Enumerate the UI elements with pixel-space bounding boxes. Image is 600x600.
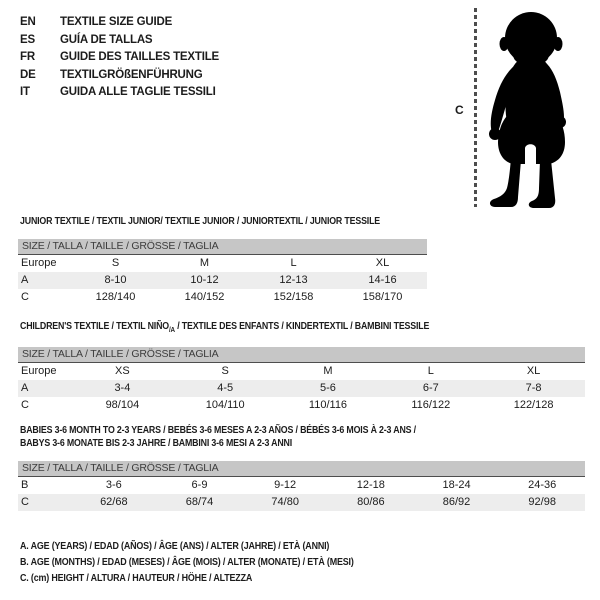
baby-silhouette-icon [487,8,584,208]
table-row [18,272,427,289]
cell-value: 6-9 [191,479,208,491]
footnotes [20,538,413,586]
table-title-text: / TEXTILE DES ENFANTS / KINDERTEXTIL / BAMBINI TESSILE [174,320,430,332]
size-table-junior [18,215,427,306]
cell-value: 12-18 [356,479,385,491]
table-row [18,380,585,397]
row-label: C [21,291,29,303]
cell-value: 6-7 [422,382,439,395]
size-header-bar: SIZE / TALLA / TAILLE / GRÖSSE / TAGLIA [18,239,427,255]
cell-value: 4-5 [217,382,234,395]
table-row [18,289,427,306]
cell-value: 122/128 [513,399,554,412]
cell-value: 86/92 [442,496,471,508]
cell-value: 3-6 [105,479,122,491]
cell-value: 140/152 [184,291,225,303]
language-code: FR [20,51,35,63]
cell-value: 14-16 [368,274,397,286]
language-code: DE [20,68,36,81]
language-code: ES [20,33,35,46]
language-code: EN [20,16,36,28]
language-title: TEXTILE SIZE GUIDE [60,16,173,28]
row-label: Europe [21,257,57,269]
row-label: A [21,274,29,286]
table-row [18,363,585,380]
table-row [18,494,585,511]
cell-value: S [221,365,229,378]
cell-value: 110/116 [308,399,348,412]
cell-value: 24-36 [528,479,557,491]
cell-value: 10-12 [190,274,219,286]
table-rows [18,363,585,414]
language-row [20,84,219,102]
table-title [20,424,495,450]
table-title-text: BABYS 3-6 MONATE BIS 2-3 JAHRE / BAMBINI 3-6 MESI A 2-3 ANNI [20,437,293,449]
cell-value: L [290,257,297,269]
height-measure-line [474,8,477,207]
size-header-bar: SIZE / TALLA / TAILLE / GRÖSSE / TAGLIA [18,461,585,477]
cell-value: 62/68 [100,496,128,508]
language-title: GUÍA DE TALLAS [60,33,153,46]
language-title: GUIDE DES TAILLES TEXTILE [60,51,219,63]
cell-value: 152/158 [273,291,314,303]
cell-value: XS [115,365,130,378]
cell-value: 74/80 [271,496,299,508]
cell-value: 9-12 [274,479,297,491]
table-rows [18,477,585,511]
table-row [18,255,427,272]
size-table-children [18,320,585,414]
language-row [20,32,219,50]
cell-value: XL [375,257,390,269]
footnote: A. AGE (YEARS) / EDAD (AÑOS) / ÂGE (ANS) / ALTER (JAHRE) / ETÀ (ANNI) [20,540,330,552]
cell-value: 128/140 [95,291,136,303]
table-title [20,215,381,228]
height-measure-label: C [455,103,464,117]
table-row [18,477,585,494]
row-label: C [21,399,29,412]
language-row [20,49,219,67]
language-row [20,14,219,32]
cell-value: 104/110 [205,399,245,412]
cell-value: 8-10 [104,274,127,286]
cell-value: 68/74 [185,496,214,508]
language-title: TEXTILGRÖßENFÜHRUNG [60,68,203,81]
cell-value: M [199,257,210,269]
cell-value: 158/170 [362,291,403,303]
cell-value: 92/98 [528,496,556,508]
size-header-bar: SIZE / TALLA / TAILLE / GRÖSSE / TAGLIA [18,347,585,363]
cell-value: M [323,365,333,378]
cell-value: L [427,365,434,378]
language-row [20,67,219,85]
footnote: B. AGE (MONTHS) / EDAD (MESES) / ÂGE (MOIS) / ALTER (MONATE) / ETÀ (MESI) [20,556,354,568]
cell-value: 3-4 [114,382,131,395]
size-table-babies [18,424,585,511]
cell-value: S [111,257,120,269]
cell-value: 80/86 [357,496,385,508]
row-label: Europe [21,365,57,378]
table-row [18,397,585,414]
cell-value: 116/122 [411,399,451,412]
cell-value: 12-13 [279,274,308,286]
row-label: A [21,382,29,395]
row-label: C [21,496,29,508]
language-title: GUIDA ALLE TAGLIE TESSILI [60,86,216,98]
cell-value: 7-8 [525,382,542,395]
table-title-text: BABIES 3-6 MONTH TO 2-3 YEARS / BEBÉS 3-6 MESES A 2-3 AÑOS / BÉBÉS 3-6 MOIS À 2-3 ANS / [20,424,416,436]
language-code: IT [20,86,30,98]
cell-value: 98/104 [105,399,140,412]
footnote: C. (cm) HEIGHT / ALTURA / HAUTEUR / HÖHE / ALTEZZA [20,572,253,584]
table-rows [18,255,427,306]
cell-value: 18-24 [442,479,471,491]
table-title [20,320,495,336]
table-title-text: JUNIOR TEXTILE / TEXTIL JUNIOR/ TEXTILE JUNIOR / JUNIORTEXTIL / JUNIOR TESSILE [20,215,381,227]
row-label: B [21,479,29,491]
cell-value: 5-6 [320,382,336,395]
table-title-text: /A [168,325,175,335]
language-header [20,14,219,102]
cell-value: XL [526,365,541,378]
table-title-text: CHILDREN'S TEXTILE / TEXTIL NIÑO [20,320,169,332]
